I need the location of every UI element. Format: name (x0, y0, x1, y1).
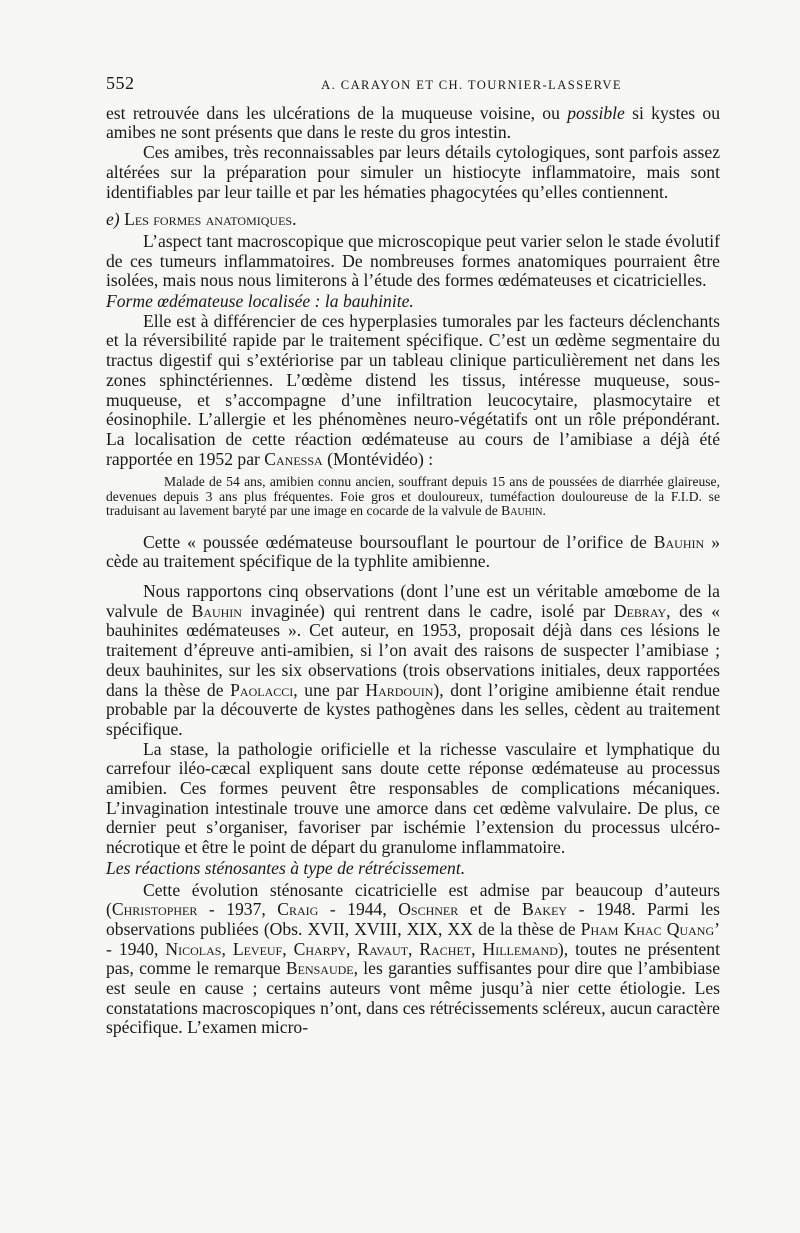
paragraph-1: est retrouvée dans les ulcérations de la muqueuse voisine, ou possible si kystes ou amibes ne sont présents que dans le reste du gros intestin. (106, 102, 721, 143)
subheading-bauhinite: Forme œdémateuse localisée : la bauhinite. (106, 291, 414, 312)
section-heading-e: e) Les formes anatomiques. (106, 209, 297, 230)
paragraph-7: La stase, la pathologie orificielle et la richesse vasculaire et lymphatique du carrefour iléo-cæcal expliquent sans doute cette réponse œdémateuse au processus amibien. Ces formes peuvent être responsables de complications mécaniques. L’invagination intestinale trouve une amorce dans cet œdème valvulaire. De plus, ce dernier peut s’organiser, favoriser par ischémie l’extension du processus ulcéro-nécrotique et être le point de départ du granulome inflammatoire. (106, 738, 720, 858)
paragraph-8: Cette évolution sténosante cicatricielle est admise par beaucoup d’auteurs (Christopher - 1937, Craig - 1944, Oschner et de Bakey - 1948. Parmi les observations publiées (Obs. XVII, XVIII, XIX, XX de la thèse de Pham Khac Quang’ - 1940, Nicolas, Leveuf, Charpy, Ravaut, Rachet, Hillemand), toutes ne présentent pas, comme le remarque Bensaude, les garanties suffisantes pour dire que l’ambibiase est seule en cause ; certains auteurs vont même jusqu’à nier cette étiologie. Les constatations macroscopiques n’ont, dans ces rétrécissements scléreux, aucun caractère spécifique. L’examen micro- (106, 879, 721, 1038)
subheading-retrecissement: Les réactions sténosantes à type de rétrécissement. (106, 857, 466, 878)
book-page (106, 74, 720, 1038)
paragraph-5: Cette « poussée œdémateuse boursouflant le pourtour de l’orifice de Bauhin » cède au traitement spécifique de la typhlite amibienne. (106, 531, 720, 572)
paragraph-4: Elle est à différencier de ces hyperplasies tumorales par les facteurs déclenchants et la réversibilité rapide par le traitement spécifique. C’est un œdème segmentaire du tractus digestif qui s’extériorise par un tableau clinique particulièrement net dans les zones sphinctériennes. L’œdème distend les tissus, intéresse muqueuse, sous-muqueuse, et s’accompagne d’une infiltration leucocytaire, plasmocytaire et éosinophile. L’allergie et les phénomènes neuro-végétatifs ont un rôle prépondérant. La localisation de cette réaction œdémateuse au cours de l’amibiase a déjà été rapportée en 1952 par Canessa (Montévidéo) : (106, 310, 720, 469)
page-number: 552 (106, 73, 135, 93)
paragraph-3: L’aspect tant macroscopique que microscopique peut varier selon le stade évolutif de ces tumeurs inflammatoires. De nombreuses formes anatomiques pourraient être isolées, mais nous nous limiterons à l’étude des formes œdémateuses et cicatricielles. (106, 230, 720, 291)
running-title: A. CARAYON ET CH. TOURNIER-LASSERVE (321, 78, 622, 92)
page-header (106, 74, 720, 96)
case-quote: Malade de 54 ans, amibien connu ancien, souffrant depuis 15 ans de poussées de diarrhée glaireuse, devenues depuis 3 ans plus fréquentes. Foie gros et douloureux, tuméfaction douloureuse de la F.I.D. se traduisant au lavement baryté par une image en cocarde de la valvule de Bauhin. (106, 474, 720, 519)
paragraph-2: Ces amibes, très reconnaissables par leurs détails cytologiques, sont parfois assez altérées sur la préparation pour simuler un histiocyte inflammatoire, mais sont identifiables par leur taille et par les hématies phagocytées qu’elles contiennent. (106, 142, 720, 202)
paragraph-6: Nous rapportons cinq observations (dont l’une est un véritable amœbome de la valvule de Bauhin invaginée) qui rentrent dans le cadre, isolé par Debray, des « bauhinites œdémateuses ». Cet auteur, en 1953, proposait déjà dans ces lésions le traitement d’épreuve anti-amibien, si l’on avait des raisons de suspecter l’amibiase ; deux bauhinites, sur les six observations (trois observations initiales, deux rapportées dans la thèse de Paolacci, une par Hardouin), dont l’origine amibienne était rendue probable par la découverte de kystes pathogènes dans les selles, cèdent au traitement spécifique. (106, 580, 720, 739)
